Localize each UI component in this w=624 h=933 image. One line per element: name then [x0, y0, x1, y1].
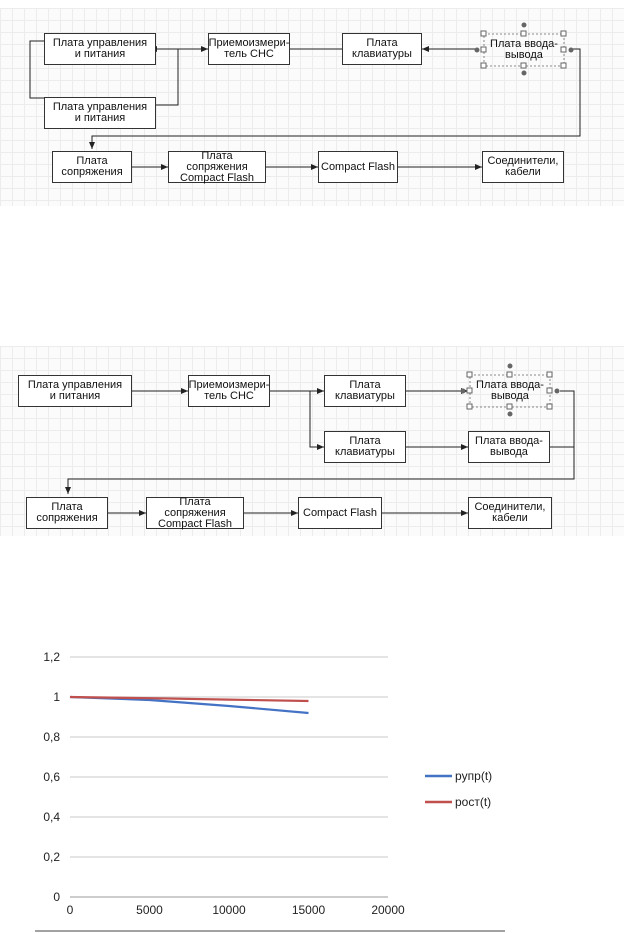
y-tick-label: 0,6 [43, 770, 60, 784]
connector-ctrl-loop [30, 41, 44, 98]
box-compact-flash[interactable]: Compact Flash [298, 497, 382, 529]
box-cf-interface[interactable]: Плата сопряжения Compact Flash [168, 151, 266, 183]
diagram-2-canvas [0, 346, 624, 536]
box-cf-interface[interactable]: Плата сопряжения Compact Flash [146, 497, 244, 529]
box-keyboard-1[interactable]: Плата клавиатуры [324, 375, 406, 407]
box-interface[interactable]: Плата сопряжения [52, 151, 132, 183]
connector-receiver-keyboard2 [310, 391, 324, 447]
box-io-2[interactable]: Плата ввода- вывода [468, 431, 550, 463]
y-tick-label: 0 [53, 890, 60, 904]
connector-io-merge [550, 391, 574, 447]
x-tick-label: 0 [66, 903, 74, 917]
legend-label-1: pупр(t) [455, 769, 493, 783]
box-compact-flash[interactable]: Compact Flash [318, 151, 398, 183]
box-keyboard-2[interactable]: Плата клавиатуры [324, 431, 406, 463]
box-control-power[interactable]: Плата управления и питания [18, 375, 132, 407]
y-tick-label: 1 [53, 690, 60, 704]
box-gnss-receiver[interactable]: Приемоизмери- тель СНС [188, 375, 270, 407]
box-control-power-2[interactable]: Плата управления и питания [44, 97, 156, 129]
box-interface[interactable]: Плата сопряжения [26, 497, 108, 529]
box-keyboard[interactable]: Плата клавиатуры [342, 33, 422, 65]
x-tick-label: 15000 [291, 903, 326, 917]
x-tick-label: 5000 [136, 903, 163, 917]
connector-ctrl2-bus [156, 49, 178, 105]
reliability-chart [0, 630, 624, 933]
y-tick-label: 1,2 [43, 650, 60, 664]
box-gnss-receiver[interactable]: Приемоизмери- тель СНС [208, 33, 290, 65]
legend-label-2: pост(t) [455, 795, 492, 809]
box-connectors-cables[interactable]: Соединители, кабели [482, 151, 564, 183]
box-connectors-cables[interactable]: Соединители, кабели [468, 497, 552, 529]
connector-io-iface [92, 49, 580, 149]
box-io-1[interactable]: Плата ввода- вывода [476, 379, 544, 402]
y-tick-label: 0,4 [43, 810, 60, 824]
box-control-power-1[interactable]: Плата управления и питания [44, 33, 156, 65]
x-tick-label: 20000 [371, 903, 405, 917]
box-io[interactable]: Плата ввода- вывода [490, 38, 558, 61]
diagram-1-canvas [0, 8, 624, 206]
y-tick-label: 0,8 [43, 730, 60, 744]
y-tick-label: 0,2 [43, 850, 60, 864]
x-tick-label: 10000 [212, 903, 246, 917]
